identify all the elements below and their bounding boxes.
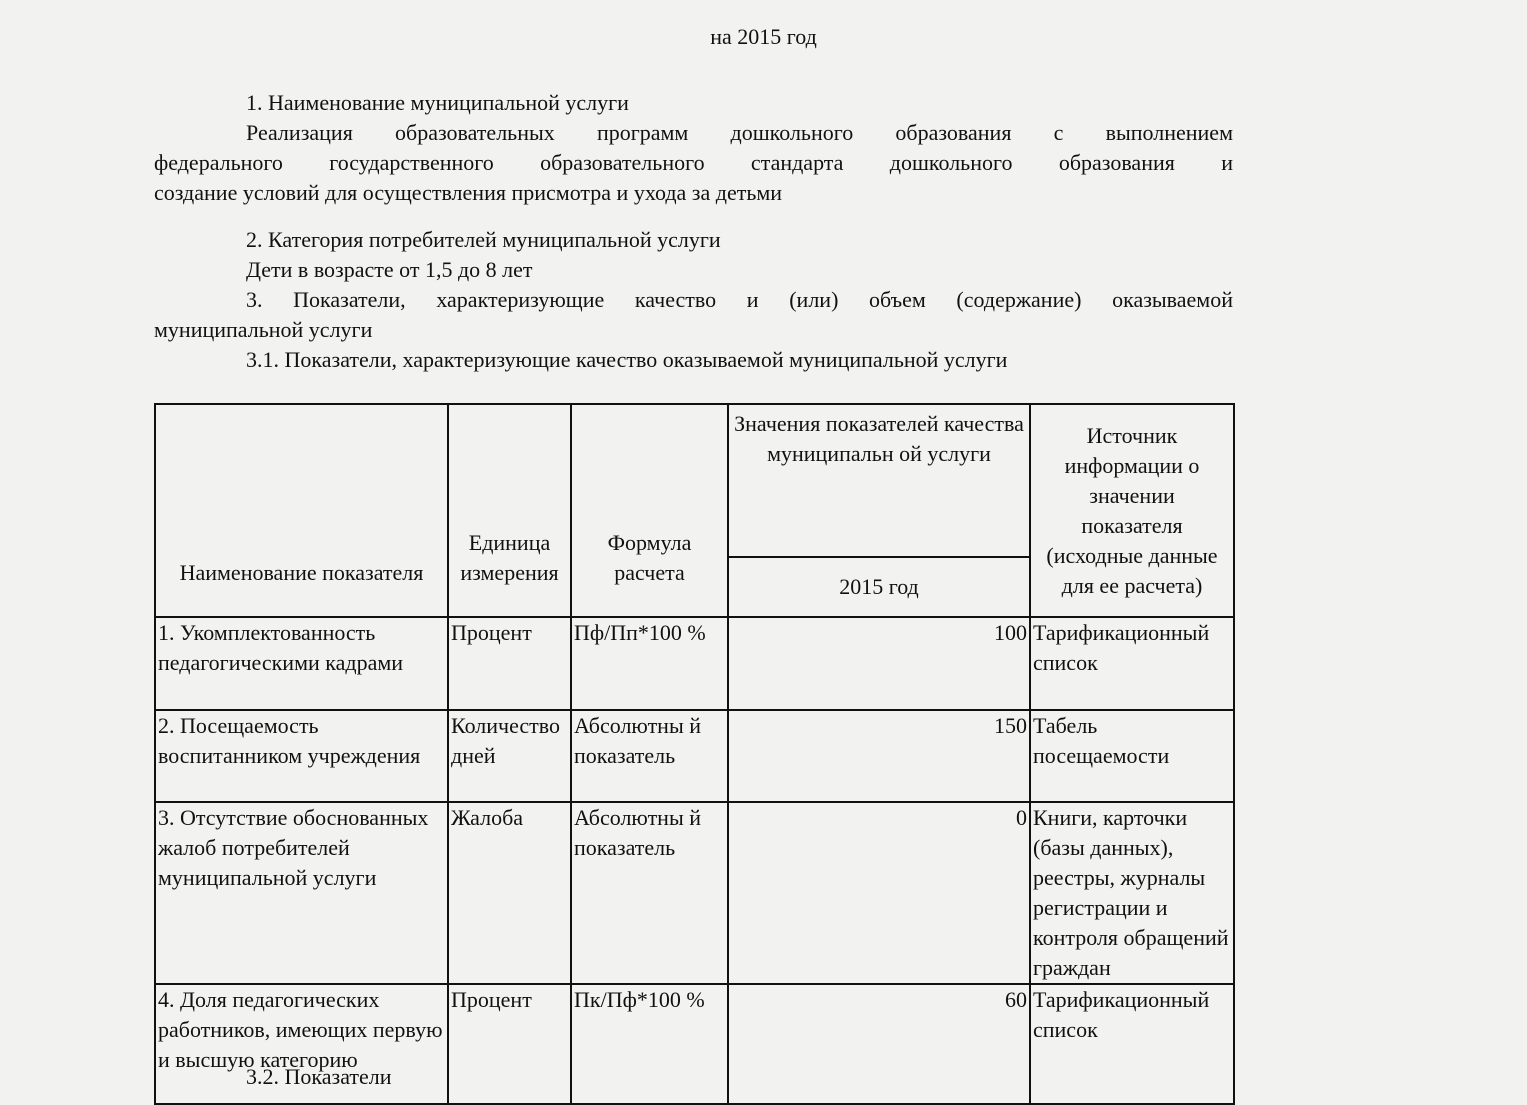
row-4-unit: Процент — [448, 984, 571, 1104]
section-3-heading-line-1: 3. Показатели, характеризующие качество и (или) объем (содержание) оказываемой — [246, 287, 1233, 312]
section-1-line-2: федерального государственного образовательного стандарта дошкольного образования и — [154, 150, 1233, 175]
table-row — [155, 710, 1234, 802]
row-3-name: 3. Отсутствие обоснованных жалоб потребителей муниципальной услуги — [155, 802, 448, 984]
row-1-name: 1. Укомплектованность педагогическими кадрами — [155, 617, 448, 710]
section-2-text: Дети в возрасте от 1,5 до 8 лет — [246, 257, 533, 282]
section-1-line-1: Реализация образовательных программ дошкольного образования с выполнением — [246, 120, 1233, 145]
row-4-formula: Пк/Пф*100 % — [571, 984, 728, 1104]
header-unit: Единица измерения — [448, 404, 571, 617]
header-formula: Формула расчета — [571, 404, 728, 617]
row-2-source: Табель посещаемости — [1030, 710, 1234, 802]
row-2-name: 2. Посещаемость воспитанником учреждения — [155, 710, 448, 802]
section-1-line-3: создание условий для осуществления присмотра и ухода за детьми — [154, 180, 783, 205]
header-source: Источник информации о значении показателя (исходные данные для ее расчета) — [1030, 404, 1234, 617]
row-1-formula: Пф/Пп*100 % — [571, 617, 728, 710]
header-values: Значения показателей качества муниципальн ой услуги — [728, 404, 1030, 557]
row-2-value: 150 — [728, 710, 1030, 802]
table-row — [155, 802, 1234, 984]
row-4-value: 60 — [728, 984, 1030, 1104]
table-row — [155, 617, 1234, 710]
row-3-unit: Жалоба — [448, 802, 571, 984]
section-1-heading: 1. Наименование муниципальной услуги — [246, 90, 629, 115]
row-1-unit: Процент — [448, 617, 571, 710]
header-year: 2015 год — [728, 557, 1030, 617]
document-title: на 2015 год — [710, 24, 817, 49]
row-1-value: 100 — [728, 617, 1030, 710]
row-3-source: Книги, карточки (базы данных), реестры, журналы регистрации и контроля обращений граждан — [1030, 802, 1234, 984]
section-3-heading-line-2: муниципальной услуги — [154, 317, 373, 342]
row-3-value: 0 — [728, 802, 1030, 984]
section-2-heading: 2. Категория потребителей муниципальной услуги — [246, 227, 721, 252]
row-4-name: 4. Доля педагогических работников, имеющих первую и высшую категорию — [155, 984, 448, 1104]
section-3-1-heading: 3.1. Показатели, характеризующие качество оказываемой муниципальной услуги — [246, 347, 1008, 372]
header-name: Наименование показателя — [155, 404, 448, 617]
row-4-source: Тарификационный список — [1030, 984, 1234, 1104]
row-2-unit: Количество дней — [448, 710, 571, 802]
row-2-formula: Абсолютны й показатель — [571, 710, 728, 802]
row-3-formula: Абсолютны й показатель — [571, 802, 728, 984]
section-3-2-partial: 3.2. Показатели — [246, 1064, 392, 1089]
row-1-source: Тарификационный список — [1030, 617, 1234, 710]
quality-indicators-table — [154, 403, 1235, 1105]
